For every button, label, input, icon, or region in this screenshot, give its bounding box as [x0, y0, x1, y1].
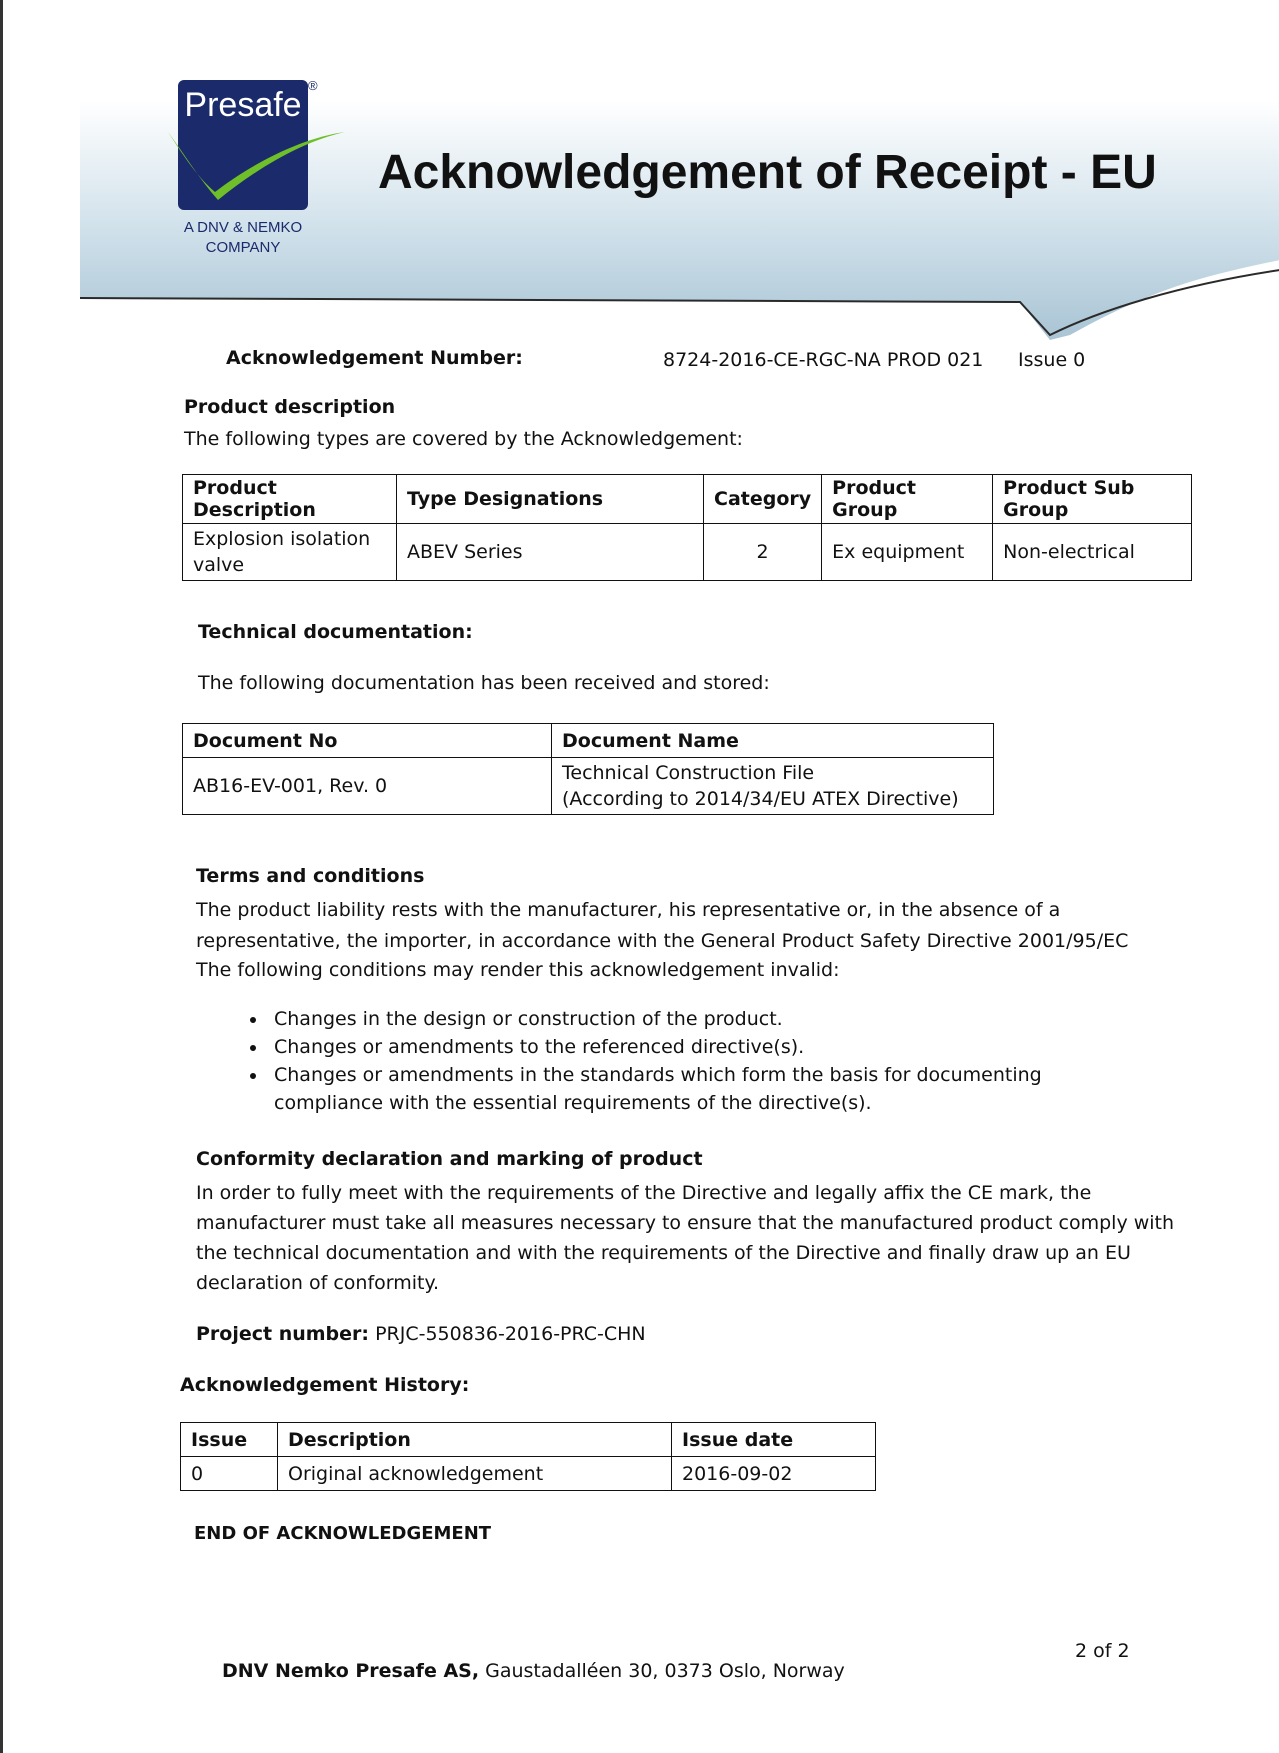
header-cell: Product Group: [822, 475, 993, 524]
product-heading: Product description: [184, 396, 396, 418]
table-cell: ABEV Series: [397, 524, 704, 581]
list-item: • Changes in the design or construction of the product.: [268, 1005, 1148, 1033]
table-cell: 2016-09-02: [672, 1457, 876, 1491]
project-number-label: Project number:: [196, 1323, 370, 1345]
checkmark-icon: [160, 120, 350, 210]
conformity-line: the technical documentation and with the requirements of the Directive and finally draw up an EU: [196, 1242, 1131, 1264]
conformity-line: manufacturer must take all measures necessary to ensure that the manufactured product comply with: [196, 1212, 1175, 1234]
terms-heading: Terms and conditions: [196, 865, 425, 887]
header-cell: Document No: [183, 724, 552, 758]
table-cell: Non-electrical: [993, 524, 1192, 581]
company-tagline: [168, 218, 318, 258]
logo-text: Presafe: [184, 86, 302, 124]
conformity-line: In order to fully meet with the requirements of the Directive and legally affix the CE mark, the: [196, 1182, 1092, 1204]
documentation-table: [182, 723, 994, 815]
list-item: • Changes or amendments in the standards which form the basis for documenting compliance with the essential requirements of the directive(s).: [268, 1061, 1148, 1117]
techdoc-intro: The following documentation has been received and stored:: [198, 672, 770, 694]
header-cell: Issue date: [672, 1423, 876, 1457]
table-cell: 0: [181, 1457, 278, 1491]
product-table: [182, 474, 1192, 581]
table-row: [183, 524, 1192, 581]
footer-address: [222, 1660, 845, 1682]
table-cell: Ex equipment: [822, 524, 993, 581]
table-header-row: [183, 724, 994, 758]
page-number: 2 of 2: [1075, 1640, 1130, 1662]
ack-number-value: 8724-2016-CE-RGC-NA PROD 021: [663, 349, 984, 371]
registered-mark: ®: [308, 78, 318, 93]
history-table: [180, 1422, 876, 1491]
company-line-1: A DNV & NEMKO: [183, 219, 303, 236]
terms-line: The product liability rests with the manufacturer, his representative or, in the absence of a: [196, 899, 1061, 921]
history-heading: Acknowledgement History:: [180, 1374, 470, 1396]
table-cell: [552, 758, 994, 815]
footer-street: Gaustadalléen 30, 0373 Oslo, Norway: [485, 1660, 845, 1682]
table-header-row: [183, 475, 1192, 524]
table-row: [183, 758, 994, 815]
document-name-line: Technical Construction File: [562, 762, 815, 784]
table-row: [181, 1457, 876, 1491]
invalid-conditions-list: [232, 1005, 1148, 1117]
header-cell: Category: [704, 475, 822, 524]
techdoc-heading: Technical documentation:: [198, 621, 473, 643]
table-cell: Explosion isolation valve: [183, 524, 397, 581]
footer-company: DNV Nemko Presafe AS,: [222, 1660, 480, 1682]
header-cell: Document Name: [552, 724, 994, 758]
table-cell: 2: [704, 524, 822, 581]
scan-edge: [0, 0, 3, 1753]
conformity-line: declaration of conformity.: [196, 1272, 440, 1294]
header-cell: Issue: [181, 1423, 278, 1457]
table-header-row: [181, 1423, 876, 1457]
page-title: Acknowledgement of Receipt - EU: [378, 146, 1157, 199]
document-name-line: (According to 2014/34/EU ATEX Directive): [562, 788, 959, 810]
header-cell: Description: [278, 1423, 672, 1457]
company-line-2: COMPANY: [205, 239, 281, 256]
end-of-acknowledgement: END OF ACKNOWLEDGEMENT: [194, 1523, 492, 1544]
table-cell: Original acknowledgement: [278, 1457, 672, 1491]
header-cell: Type Designations: [397, 475, 704, 524]
project-number-value: PRJC-550836-2016-PRC-CHN: [375, 1323, 646, 1345]
product-intro: The following types are covered by the Acknowledgement:: [184, 428, 743, 450]
table-cell: AB16-EV-001, Rev. 0: [183, 758, 552, 815]
issue-label: Issue 0: [1018, 349, 1086, 371]
header-cell: Product Description: [183, 475, 397, 524]
header-cell: Product Sub Group: [993, 475, 1192, 524]
terms-line: The following conditions may render this acknowledgement invalid:: [196, 959, 840, 981]
list-item: • Changes or amendments to the referenced directive(s).: [268, 1033, 1148, 1061]
terms-line: representative, the importer, in accordance with the General Product Safety Directive 2001/95/EC: [196, 930, 1129, 952]
ack-number-label: Acknowledgement Number:: [226, 347, 523, 369]
project-number: [196, 1319, 646, 1349]
conformity-heading: Conformity declaration and marking of product: [196, 1148, 703, 1170]
